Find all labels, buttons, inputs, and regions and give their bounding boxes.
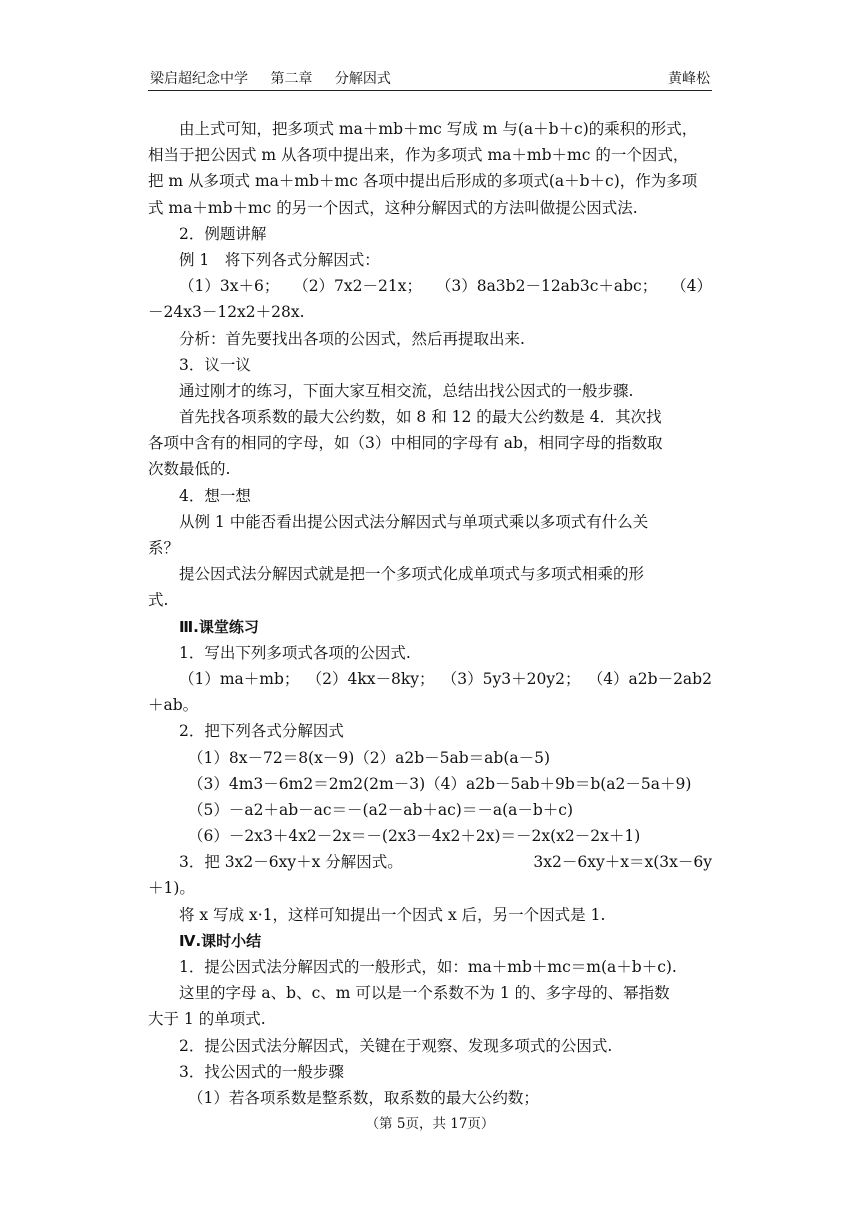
text-line: 3．找公因式的一般步骤: [179, 1062, 344, 1081]
header-left: [150, 68, 409, 88]
text-line: 1．写出下列多项式各项的公因式.: [179, 643, 411, 662]
text-line: 2．把下列各式分解因式: [179, 722, 344, 741]
text-line: 提公因式法分解因式就是把一个多项式化成单项式与多项式相乘的形: [179, 565, 645, 584]
example-item: （3）8a3b2－12ab3c＋abc；: [435, 277, 658, 296]
text-line: 这里的字母 a、b、c、m 可以是一个系数不为 1 的、多字母的、幂指数: [179, 984, 670, 1003]
exercise-item: ＋ab。: [148, 696, 199, 715]
header-chapter: 第二章: [270, 71, 313, 87]
exercise-3-line: [148, 849, 712, 875]
section-heading-bold: Ⅳ.课时小结: [179, 931, 262, 950]
exercise-item: （2）4kx－8ky；: [306, 669, 435, 688]
exercise-item: （3）5y3＋20y2；: [441, 669, 581, 688]
example-item: （4）: [671, 277, 712, 296]
text-line: 相当于把公因式 m 从各项中提出来，作为多项式 ma＋mb＋mc 的一个因式，: [148, 146, 689, 165]
formula-line: （6）－2x3＋4x2－2x＝－(2x3－4x2＋2x)＝－2x(x2－2x＋1): [188, 827, 641, 846]
exercise-item: （4）a2b－2ab2: [587, 669, 712, 688]
text-line: ＋1)。: [148, 879, 195, 898]
text-line: 1．提公因式法分解因式的一般形式，如：ma＋mb＋mc＝m(a＋b＋c).: [179, 958, 677, 976]
text-line: 把 m 从多项式 ma＋mb＋mc 各项中提出后形成的多项式(a＋b＋c)，作为多项: [148, 172, 698, 191]
analysis-text: 分析：首先要找出各项的公因式，然后再提取出来.: [179, 329, 525, 348]
formula-line: （1）8x－72＝8(x－9)（2）a2b－5ab＝ab(a－5): [188, 748, 551, 767]
header-author: 黄峰松: [668, 71, 710, 87]
text-line: 各项中含有的相同的字母，如（3）中相同的字母有 ab，相同字母的指数取: [148, 434, 663, 453]
example-title: 例 1 将下列各式分解因式：: [179, 250, 380, 269]
section-heading: 2．例题讲解: [179, 224, 267, 243]
text-line: （1）若各项系数是整系数，取系数的最大公约数；: [188, 1088, 539, 1107]
page-content: [148, 116, 712, 1111]
example-items-line: [148, 273, 712, 299]
text-line: 从例 1 中能否看出提公因式法分解因式与单项式乘以多项式有什么关: [179, 512, 649, 531]
example-item: （2）7x2－21x；: [293, 277, 422, 296]
text-line: 首先找各项系数的最大公约数，如 8 和 12 的最大公约数是 4．其次找: [179, 408, 662, 427]
exercise-3-answer: 3x2－6xy＋x＝x(3x－6y: [533, 853, 712, 872]
text-line: 系？: [148, 539, 180, 557]
text-line: 式.: [148, 591, 169, 610]
text-line: 大于 1 的单项式.: [148, 1010, 266, 1029]
section-heading: 4．想一想: [179, 486, 251, 505]
exercise-3-question: 3．把 3x2－6xy＋x 分解因式。: [179, 853, 403, 872]
section-heading: 3．议一议: [179, 355, 251, 374]
text-line: 次数最低的.: [148, 460, 231, 479]
text-line: 通过刚才的练习，下面大家互相交流，总结出找公因式的一般步骤.: [179, 381, 634, 400]
example-item: （1）3x＋6；: [179, 277, 280, 296]
exercise-item: （1）ma＋mb；: [179, 669, 300, 688]
section-heading-bold: Ⅲ.课堂练习: [179, 617, 259, 636]
formula-line: （3）4m3－6m2＝2m2(2m－3)（4）a2b－5ab＋9b＝b(a2－5a＋9): [188, 774, 692, 793]
page-header: [148, 68, 712, 91]
formula-line: （5）－a2＋ab－ac＝－(a2－ab＋ac)＝－a(a－b＋c): [188, 800, 574, 819]
page-footer: （第 5页，共 17页）: [365, 1116, 495, 1132]
header-topic: 分解因式: [334, 71, 391, 87]
text-line: 2．提公因式法分解因式，关键在于观察、发现多项式的公因式.: [179, 1036, 613, 1055]
text-line: 由上式可知，把多项式 ma＋mb＋mc 写成 m 与(a＋b＋c)的乘积的形式，: [179, 120, 698, 138]
text-line: 将 x 写成 x·1，这样可知提出一个因式 x 后，另一个因式是 1.: [179, 905, 606, 924]
example-item: －24x3－12x2＋28x.: [148, 303, 305, 322]
header-school: 梁启超纪念中学: [150, 71, 248, 87]
exercise-items-line: [148, 666, 712, 692]
text-line: 式 ma＋mb＋mc 的另一个因式，这种分解因式的方法叫做提公因式法.: [148, 198, 638, 217]
